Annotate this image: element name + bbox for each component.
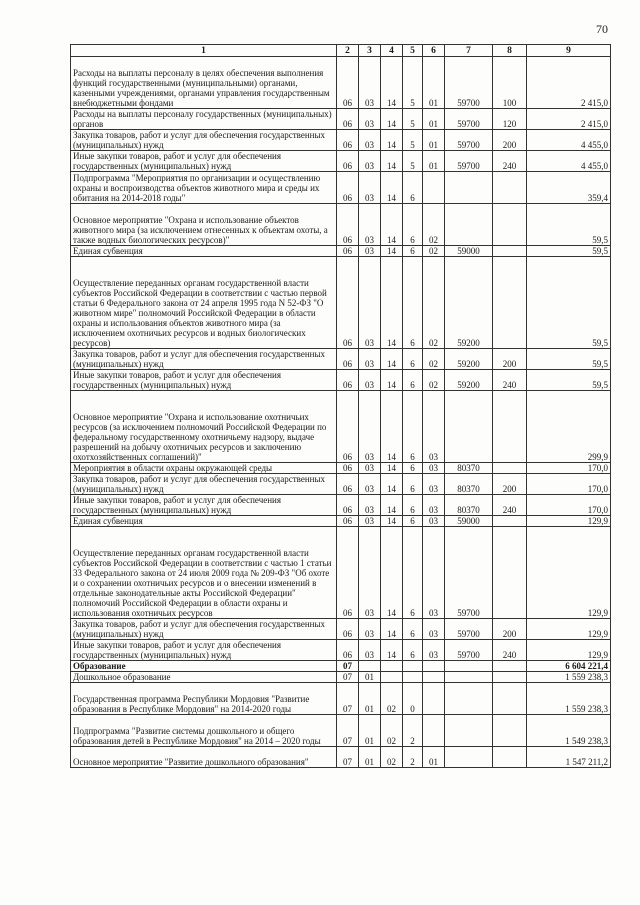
event-code [423, 672, 445, 683]
row-name: Расходы на выплаты персоналу государственных (муниципальных) органов [71, 109, 337, 130]
section-code: 07 [337, 715, 359, 747]
expense-type-code [493, 257, 527, 349]
expense-type-code: 200 [493, 619, 527, 640]
subsection-code: 03 [359, 172, 381, 204]
program-code: 14 [381, 246, 403, 257]
event-code: 03 [423, 474, 445, 495]
expense-type-code: 240 [493, 370, 527, 391]
table-row [71, 463, 611, 474]
direction-code: 59200 [445, 370, 493, 391]
expense-type-code [493, 246, 527, 257]
row-name: Государственная программа Республики Мордовия "Развитие образования в Республике Мордовия" на 2014-2020 годы [71, 683, 337, 715]
amount: 129,9 [527, 640, 611, 661]
subprogram-code: 6 [403, 172, 423, 204]
subsection-code [359, 661, 381, 672]
event-code: 01 [423, 109, 445, 130]
direction-code: 59000 [445, 246, 493, 257]
direction-code: 59200 [445, 257, 493, 349]
subprogram-code: 6 [403, 463, 423, 474]
subsection-code: 01 [359, 672, 381, 683]
event-code: 02 [423, 204, 445, 246]
program-code: 14 [381, 109, 403, 130]
direction-code: 59700 [445, 151, 493, 172]
expense-type-code [493, 204, 527, 246]
event-code: 03 [423, 619, 445, 640]
expense-type-code: 200 [493, 130, 527, 151]
table-row [71, 204, 611, 246]
subsection-code: 03 [359, 527, 381, 619]
subprogram-code [403, 661, 423, 672]
event-code: 01 [423, 747, 445, 768]
row-name: Осуществление переданных органам государственной власти субъектов Российской Федерации в соответствии с частью 1 статьи 33 Федерального закона от 24 июля 2009 года № 209-ФЗ "Об охоте и о сохранении охотничьих ресурсов и о внесении изменений в отдельные законодательные акты Российской Федерации" полномочий Российской Федерации в области охраны и использования охотничьих ресурсов [71, 527, 337, 619]
subprogram-code: 6 [403, 204, 423, 246]
section-code: 06 [337, 495, 359, 516]
amount: 1 559 238,3 [527, 672, 611, 683]
row-name: Мероприятия в области охраны окружающей среды [71, 463, 337, 474]
subprogram-code: 5 [403, 151, 423, 172]
program-code: 14 [381, 640, 403, 661]
direction-code [445, 391, 493, 463]
row-name: Подпрограмма "Мероприятия по организации и осуществлению охраны и воспроизводства объектов животного мира и среды их обитания на 2014-2018 годы" [71, 172, 337, 204]
section-code: 06 [337, 474, 359, 495]
event-code: 03 [423, 495, 445, 516]
event-code [423, 715, 445, 747]
table-row [71, 151, 611, 172]
expense-type-code [493, 661, 527, 672]
subsection-code: 03 [359, 370, 381, 391]
event-code: 01 [423, 151, 445, 172]
expense-type-code: 100 [493, 57, 527, 109]
expense-type-code [493, 172, 527, 204]
section-code: 06 [337, 109, 359, 130]
amount: 1 559 238,3 [527, 683, 611, 715]
table-row [71, 246, 611, 257]
program-code: 14 [381, 370, 403, 391]
subsection-code: 03 [359, 391, 381, 463]
page-number: 70 [596, 22, 608, 36]
subprogram-code: 0 [403, 683, 423, 715]
subprogram-code: 6 [403, 619, 423, 640]
program-code: 14 [381, 391, 403, 463]
section-code: 06 [337, 370, 359, 391]
program-code [381, 672, 403, 683]
row-name: Иные закупки товаров, работ и услуг для обеспечения государственных (муниципальных) нужд [71, 640, 337, 661]
event-code: 03 [423, 391, 445, 463]
table-row [71, 683, 611, 715]
subsection-code: 03 [359, 474, 381, 495]
header-col-2: 2 [337, 45, 359, 57]
header-col-3: 3 [359, 45, 381, 57]
row-name: Единая субвенция [71, 246, 337, 257]
amount: 359,4 [527, 172, 611, 204]
program-code: 14 [381, 463, 403, 474]
section-code: 06 [337, 463, 359, 474]
program-code: 02 [381, 715, 403, 747]
table-row [71, 527, 611, 619]
subprogram-code: 6 [403, 516, 423, 527]
amount: 59,5 [527, 204, 611, 246]
direction-code: 59200 [445, 349, 493, 370]
table-row [71, 516, 611, 527]
amount: 59,5 [527, 246, 611, 257]
amount: 1 549 238,3 [527, 715, 611, 747]
header-col-5: 5 [403, 45, 423, 57]
direction-code: 59700 [445, 130, 493, 151]
amount: 299,9 [527, 391, 611, 463]
table-row [71, 672, 611, 683]
row-name: Иные закупки товаров, работ и услуг для обеспечения государственных (муниципальных) нужд [71, 151, 337, 172]
amount: 4 455,0 [527, 151, 611, 172]
subprogram-code: 6 [403, 349, 423, 370]
section-code: 07 [337, 672, 359, 683]
event-code [423, 683, 445, 715]
subsection-code: 03 [359, 495, 381, 516]
expense-type-code: 120 [493, 109, 527, 130]
section-code: 06 [337, 257, 359, 349]
direction-code [445, 715, 493, 747]
program-code: 02 [381, 683, 403, 715]
subsection-code: 03 [359, 109, 381, 130]
section-code: 06 [337, 640, 359, 661]
section-code: 06 [337, 204, 359, 246]
section-code: 06 [337, 391, 359, 463]
section-code: 07 [337, 661, 359, 672]
direction-code: 59700 [445, 640, 493, 661]
amount: 170,0 [527, 474, 611, 495]
section-code: 06 [337, 516, 359, 527]
row-name: Иные закупки товаров, работ и услуг для обеспечения государственных (муниципальных) нужд [71, 370, 337, 391]
table-row [71, 109, 611, 130]
subsection-code: 03 [359, 246, 381, 257]
subprogram-code: 6 [403, 640, 423, 661]
header-col-8: 8 [493, 45, 527, 57]
subprogram-code: 2 [403, 747, 423, 768]
table-row [71, 370, 611, 391]
table-row [71, 172, 611, 204]
header-col-4: 4 [381, 45, 403, 57]
program-code: 14 [381, 516, 403, 527]
expense-type-code [493, 463, 527, 474]
expense-type-code: 240 [493, 495, 527, 516]
program-code: 14 [381, 527, 403, 619]
budget-table [70, 44, 611, 768]
direction-code: 59000 [445, 516, 493, 527]
expense-type-code [493, 391, 527, 463]
table-row [71, 495, 611, 516]
event-code: 02 [423, 257, 445, 349]
table-row [71, 349, 611, 370]
event-code [423, 172, 445, 204]
subsection-code: 03 [359, 57, 381, 109]
amount: 6 604 221,4 [527, 661, 611, 672]
row-name: Образование [71, 661, 337, 672]
subprogram-code [403, 672, 423, 683]
amount: 170,0 [527, 463, 611, 474]
direction-code: 80370 [445, 474, 493, 495]
row-name: Закупка товаров, работ и услуг для обеспечения государственных (муниципальных) нужд [71, 349, 337, 370]
subprogram-code: 5 [403, 57, 423, 109]
subprogram-code: 6 [403, 257, 423, 349]
expense-type-code [493, 672, 527, 683]
subsection-code: 03 [359, 204, 381, 246]
table-row [71, 257, 611, 349]
event-code: 03 [423, 463, 445, 474]
amount: 4 455,0 [527, 130, 611, 151]
section-code: 06 [337, 130, 359, 151]
subsection-code: 03 [359, 130, 381, 151]
amount: 129,9 [527, 516, 611, 527]
section-code: 07 [337, 683, 359, 715]
row-name: Основное мероприятие "Охрана и использование объектов животного мира (за исключением отнесенных к объектам охоты, а также водных биологических ресурсов)" [71, 204, 337, 246]
subprogram-code: 6 [403, 370, 423, 391]
table-row [71, 715, 611, 747]
event-code: 02 [423, 349, 445, 370]
row-name: Дошкольное образование [71, 672, 337, 683]
subprogram-code: 6 [403, 391, 423, 463]
table-row [71, 57, 611, 109]
direction-code: 59700 [445, 57, 493, 109]
row-name: Закупка товаров, работ и услуг для обеспечения государственных (муниципальных) нужд [71, 474, 337, 495]
row-name: Единая субвенция [71, 516, 337, 527]
row-name: Осуществление переданных органам государственной власти субъектов Российской Федерации в соответствии с частью первой статьи 6 Федерального закона от 24 апреля 1995 года N 52-ФЗ "О животном мире" полномочий Российской Федерации в области охраны и использования объектов животного мира (за исключением охотничьих ресурсов и водных биологических ресурсов) [71, 257, 337, 349]
amount: 129,9 [527, 527, 611, 619]
table-row [71, 661, 611, 672]
amount: 59,5 [527, 257, 611, 349]
table-body [71, 57, 611, 768]
row-name: Основное мероприятие "Охрана и использование охотничьих ресурсов (за исключением полномочий Российской Федерации по федеральному государственному охотничьему надзору, выдаче разрешений на добычу охотничьих ресурсов и заключению охотхозяйственных соглашений)" [71, 391, 337, 463]
program-code: 02 [381, 747, 403, 768]
row-name: Иные закупки товаров, работ и услуг для обеспечения государственных (муниципальных) нужд [71, 495, 337, 516]
amount: 129,9 [527, 619, 611, 640]
subsection-code: 03 [359, 151, 381, 172]
header-col-1: 1 [71, 45, 337, 57]
table-row [71, 640, 611, 661]
expense-type-code: 200 [493, 474, 527, 495]
subsection-code: 01 [359, 683, 381, 715]
program-code: 14 [381, 57, 403, 109]
program-code: 14 [381, 151, 403, 172]
expense-type-code [493, 683, 527, 715]
event-code [423, 661, 445, 672]
subsection-code: 03 [359, 619, 381, 640]
section-code: 06 [337, 527, 359, 619]
program-code: 14 [381, 204, 403, 246]
table-row [71, 747, 611, 768]
direction-code: 59700 [445, 619, 493, 640]
row-name: Подпрограмма "Развитие системы дошкольного и общего образования детей в Республике Мордовия" на 2014 – 2020 годы [71, 715, 337, 747]
amount: 2 415,0 [527, 109, 611, 130]
section-code: 06 [337, 57, 359, 109]
row-name: Закупка товаров, работ и услуг для обеспечения государственных (муниципальных) нужд [71, 619, 337, 640]
expense-type-code [493, 747, 527, 768]
table-row [71, 130, 611, 151]
subsection-code: 03 [359, 257, 381, 349]
program-code: 14 [381, 349, 403, 370]
expense-type-code: 200 [493, 349, 527, 370]
event-code: 01 [423, 130, 445, 151]
header-col-9: 9 [527, 45, 611, 57]
subprogram-code: 6 [403, 495, 423, 516]
event-code: 02 [423, 370, 445, 391]
amount: 59,5 [527, 349, 611, 370]
expense-type-code [493, 527, 527, 619]
subsection-code: 01 [359, 747, 381, 768]
event-code: 03 [423, 640, 445, 661]
event-code: 01 [423, 57, 445, 109]
event-code: 03 [423, 527, 445, 619]
section-code: 06 [337, 619, 359, 640]
program-code: 14 [381, 172, 403, 204]
table-row [71, 391, 611, 463]
header-col-6: 6 [423, 45, 445, 57]
direction-code: 80370 [445, 495, 493, 516]
direction-code [445, 661, 493, 672]
subsection-code: 03 [359, 349, 381, 370]
subprogram-code: 6 [403, 474, 423, 495]
direction-code: 59700 [445, 109, 493, 130]
subprogram-code: 2 [403, 715, 423, 747]
section-code: 06 [337, 172, 359, 204]
program-code: 14 [381, 495, 403, 516]
direction-code [445, 672, 493, 683]
subprogram-code: 6 [403, 527, 423, 619]
program-code: 14 [381, 257, 403, 349]
table-row [71, 619, 611, 640]
subsection-code: 03 [359, 463, 381, 474]
subprogram-code: 6 [403, 246, 423, 257]
header-col-7: 7 [445, 45, 493, 57]
direction-code [445, 683, 493, 715]
section-code: 06 [337, 246, 359, 257]
amount: 59,5 [527, 370, 611, 391]
expense-type-code [493, 516, 527, 527]
program-code [381, 661, 403, 672]
section-code: 07 [337, 747, 359, 768]
direction-code: 59700 [445, 527, 493, 619]
program-code: 14 [381, 619, 403, 640]
event-code: 02 [423, 246, 445, 257]
subprogram-code: 5 [403, 109, 423, 130]
direction-code [445, 747, 493, 768]
row-name: Расходы на выплаты персоналу в целях обеспечения выполнения функций государственными (муниципальными) органами, казенными учреждениями, органами управления государственным внебюджетными фондами [71, 57, 337, 109]
program-code: 14 [381, 474, 403, 495]
event-code: 03 [423, 516, 445, 527]
row-name: Основное мероприятие "Развитие дошкольного образования" [71, 747, 337, 768]
amount: 170,0 [527, 495, 611, 516]
subsection-code: 03 [359, 516, 381, 527]
amount: 2 415,0 [527, 57, 611, 109]
amount: 1 547 211,2 [527, 747, 611, 768]
subsection-code: 03 [359, 640, 381, 661]
subprogram-code: 5 [403, 130, 423, 151]
section-code: 06 [337, 151, 359, 172]
expense-type-code [493, 715, 527, 747]
expense-type-code: 240 [493, 640, 527, 661]
table-row [71, 474, 611, 495]
direction-code [445, 172, 493, 204]
subsection-code: 01 [359, 715, 381, 747]
row-name: Закупка товаров, работ и услуг для обеспечения государственных (муниципальных) нужд [71, 130, 337, 151]
direction-code: 80370 [445, 463, 493, 474]
section-code: 06 [337, 349, 359, 370]
table-header-row [71, 45, 611, 57]
direction-code [445, 204, 493, 246]
program-code: 14 [381, 130, 403, 151]
expense-type-code: 240 [493, 151, 527, 172]
